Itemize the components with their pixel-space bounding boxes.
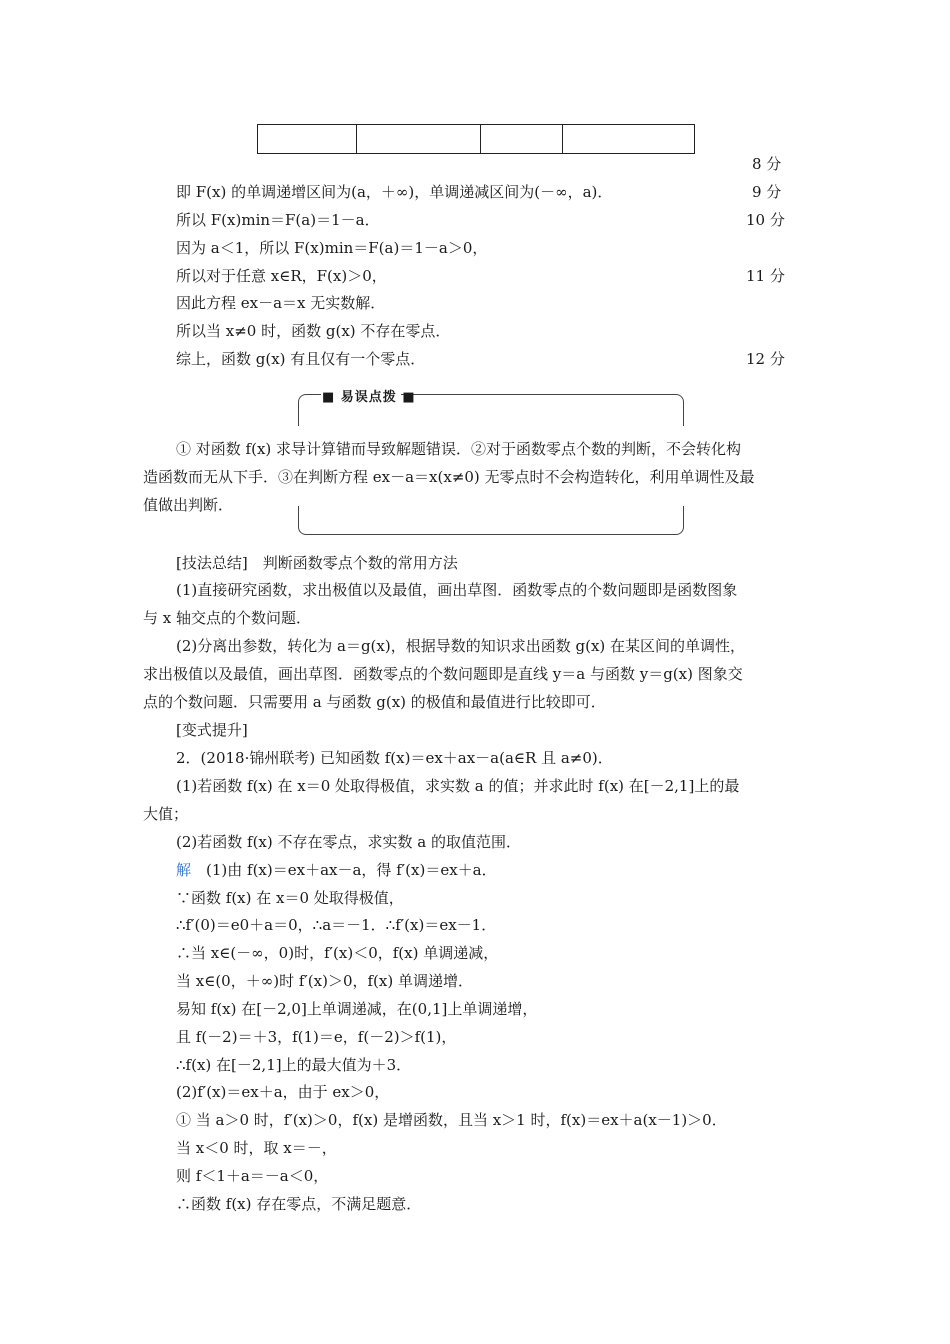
solution-line: 易知 f(x) 在[－2,0]上单调递减，在(0,1]上单调递增，: [176, 1000, 538, 1018]
summary-line: (2)分离出参数，转化为 a＝g(x)，根据导数的知识求出函数 g(x) 在某区间的单调性，: [176, 637, 746, 655]
solution-line: 当 x＜0 时，取 x＝－，: [176, 1139, 337, 1157]
table-cell: [357, 125, 481, 154]
error-tips-title: ■ 易误点拨 ■: [322, 390, 416, 405]
variant-heading: [变式提升]: [176, 721, 248, 739]
summary-heading: [技法总结] 判断函数零点个数的常用方法: [176, 554, 458, 572]
error-tip-line: 值做出判断．: [143, 496, 234, 514]
problem-line: (1)若函数 f(x) 在 x＝0 处取得极值，求实数 a 的值；并求此时 f(x) 在[－2,1]上的最: [176, 777, 740, 795]
summary-line: 点的个数问题．只需要用 a 与函数 g(x) 的极值和最值进行比较即可．: [143, 693, 606, 711]
proof-line: 因为 a＜1，所以 F(x)min＝F(a)＝1－a＞0，: [176, 239, 488, 257]
score-8: 8 分: [752, 155, 782, 173]
summary-line: 与 x 轴交点的个数问题．: [143, 609, 311, 627]
solution-line: 当 x∈(0，＋∞)时 f′(x)＞0，f(x) 单调递增．: [176, 972, 473, 990]
solution-line: 且 f(－2)＝＋3，f(1)＝e，f(－2)＞f(1)，: [176, 1028, 457, 1046]
proof-line: 所以当 x≠0 时，函数 g(x) 不存在零点．: [176, 322, 451, 340]
table-fragment: [257, 124, 695, 154]
problem-line: 2．(2018·锦州联考) 已知函数 f(x)＝ex＋ax－a(a∈R 且 a≠0)．: [176, 749, 613, 767]
problem-line: 大值；: [143, 805, 189, 823]
table-cell: [481, 125, 563, 154]
proof-line: 即 F(x) 的单调递增区间为(a，＋∞)，单调递减区间为(－∞，a)．: [176, 183, 613, 201]
solution-label: 解: [176, 861, 192, 879]
score-9: 9 分: [752, 183, 782, 201]
proof-line: 综上，函数 g(x) 有且仅有一个零点．: [176, 350, 426, 368]
solution-line: ∴f(x) 在[－2,1]上的最大值为＋3．: [176, 1056, 412, 1074]
solution-line: ∵函数 f(x) 在 x＝0 处取得极值，: [176, 889, 404, 907]
score-12: 12 分: [746, 350, 785, 368]
score-11: 11 分: [746, 267, 785, 285]
solution-line: ∴当 x∈(－∞，0)时，f′(x)＜0，f(x) 单调递减，: [176, 944, 499, 962]
proof-line: 所以对于任意 x∈R，F(x)＞0，: [176, 267, 387, 285]
score-10: 10 分: [746, 211, 785, 229]
solution-line: ① 当 a＞0 时，f′(x)＞0，f(x) 是增函数，且当 x＞1 时，f(x)＝ex＋a(x－1)＞0．: [176, 1111, 727, 1129]
solution-text: (1)由 f(x)＝ex＋ax－a，得 f′(x)＝ex＋a．: [191, 861, 497, 879]
table-cell: [258, 125, 357, 154]
summary-line: (1)直接研究函数，求出极值以及最值，画出草图．函数零点的个数问题即是函数图象: [176, 581, 738, 599]
solution-first-line: [176, 860, 497, 880]
error-tip-line: ① 对函数 f(x) 求导计算错而导致解题错误．②对于函数零点个数的判断，不会转化构: [176, 440, 742, 458]
summary-line: 求出极值以及最值，画出草图．函数零点的个数问题即是直线 y＝a 与函数 y＝g(x) 图象交: [143, 665, 743, 683]
solution-line: 则 f＜1＋a＝－a＜0，: [176, 1167, 329, 1185]
solution-line: ∴f′(0)＝e0＋a＝0，∴a＝－1．∴f′(x)＝ex－1．: [176, 916, 497, 934]
solution-line: (2)f′(x)＝ex＋a，由于 ex＞0，: [176, 1083, 390, 1101]
table-cell: [563, 125, 695, 154]
proof-line: 因此方程 ex－a＝x 无实数解．: [176, 294, 386, 312]
error-tips-box: [298, 388, 684, 538]
solution-line: ∴函数 f(x) 存在零点，不满足题意．: [176, 1195, 422, 1213]
error-tip-line: 造函数而无从下手．③在判断方程 ex－a＝x(x≠0) 无零点时不会构造转化，利用单调性及最: [143, 468, 755, 486]
problem-line: (2)若函数 f(x) 不存在零点，求实数 a 的取值范围．: [176, 833, 521, 851]
proof-line: 所以 F(x)min＝F(a)＝1－a．: [176, 211, 380, 229]
